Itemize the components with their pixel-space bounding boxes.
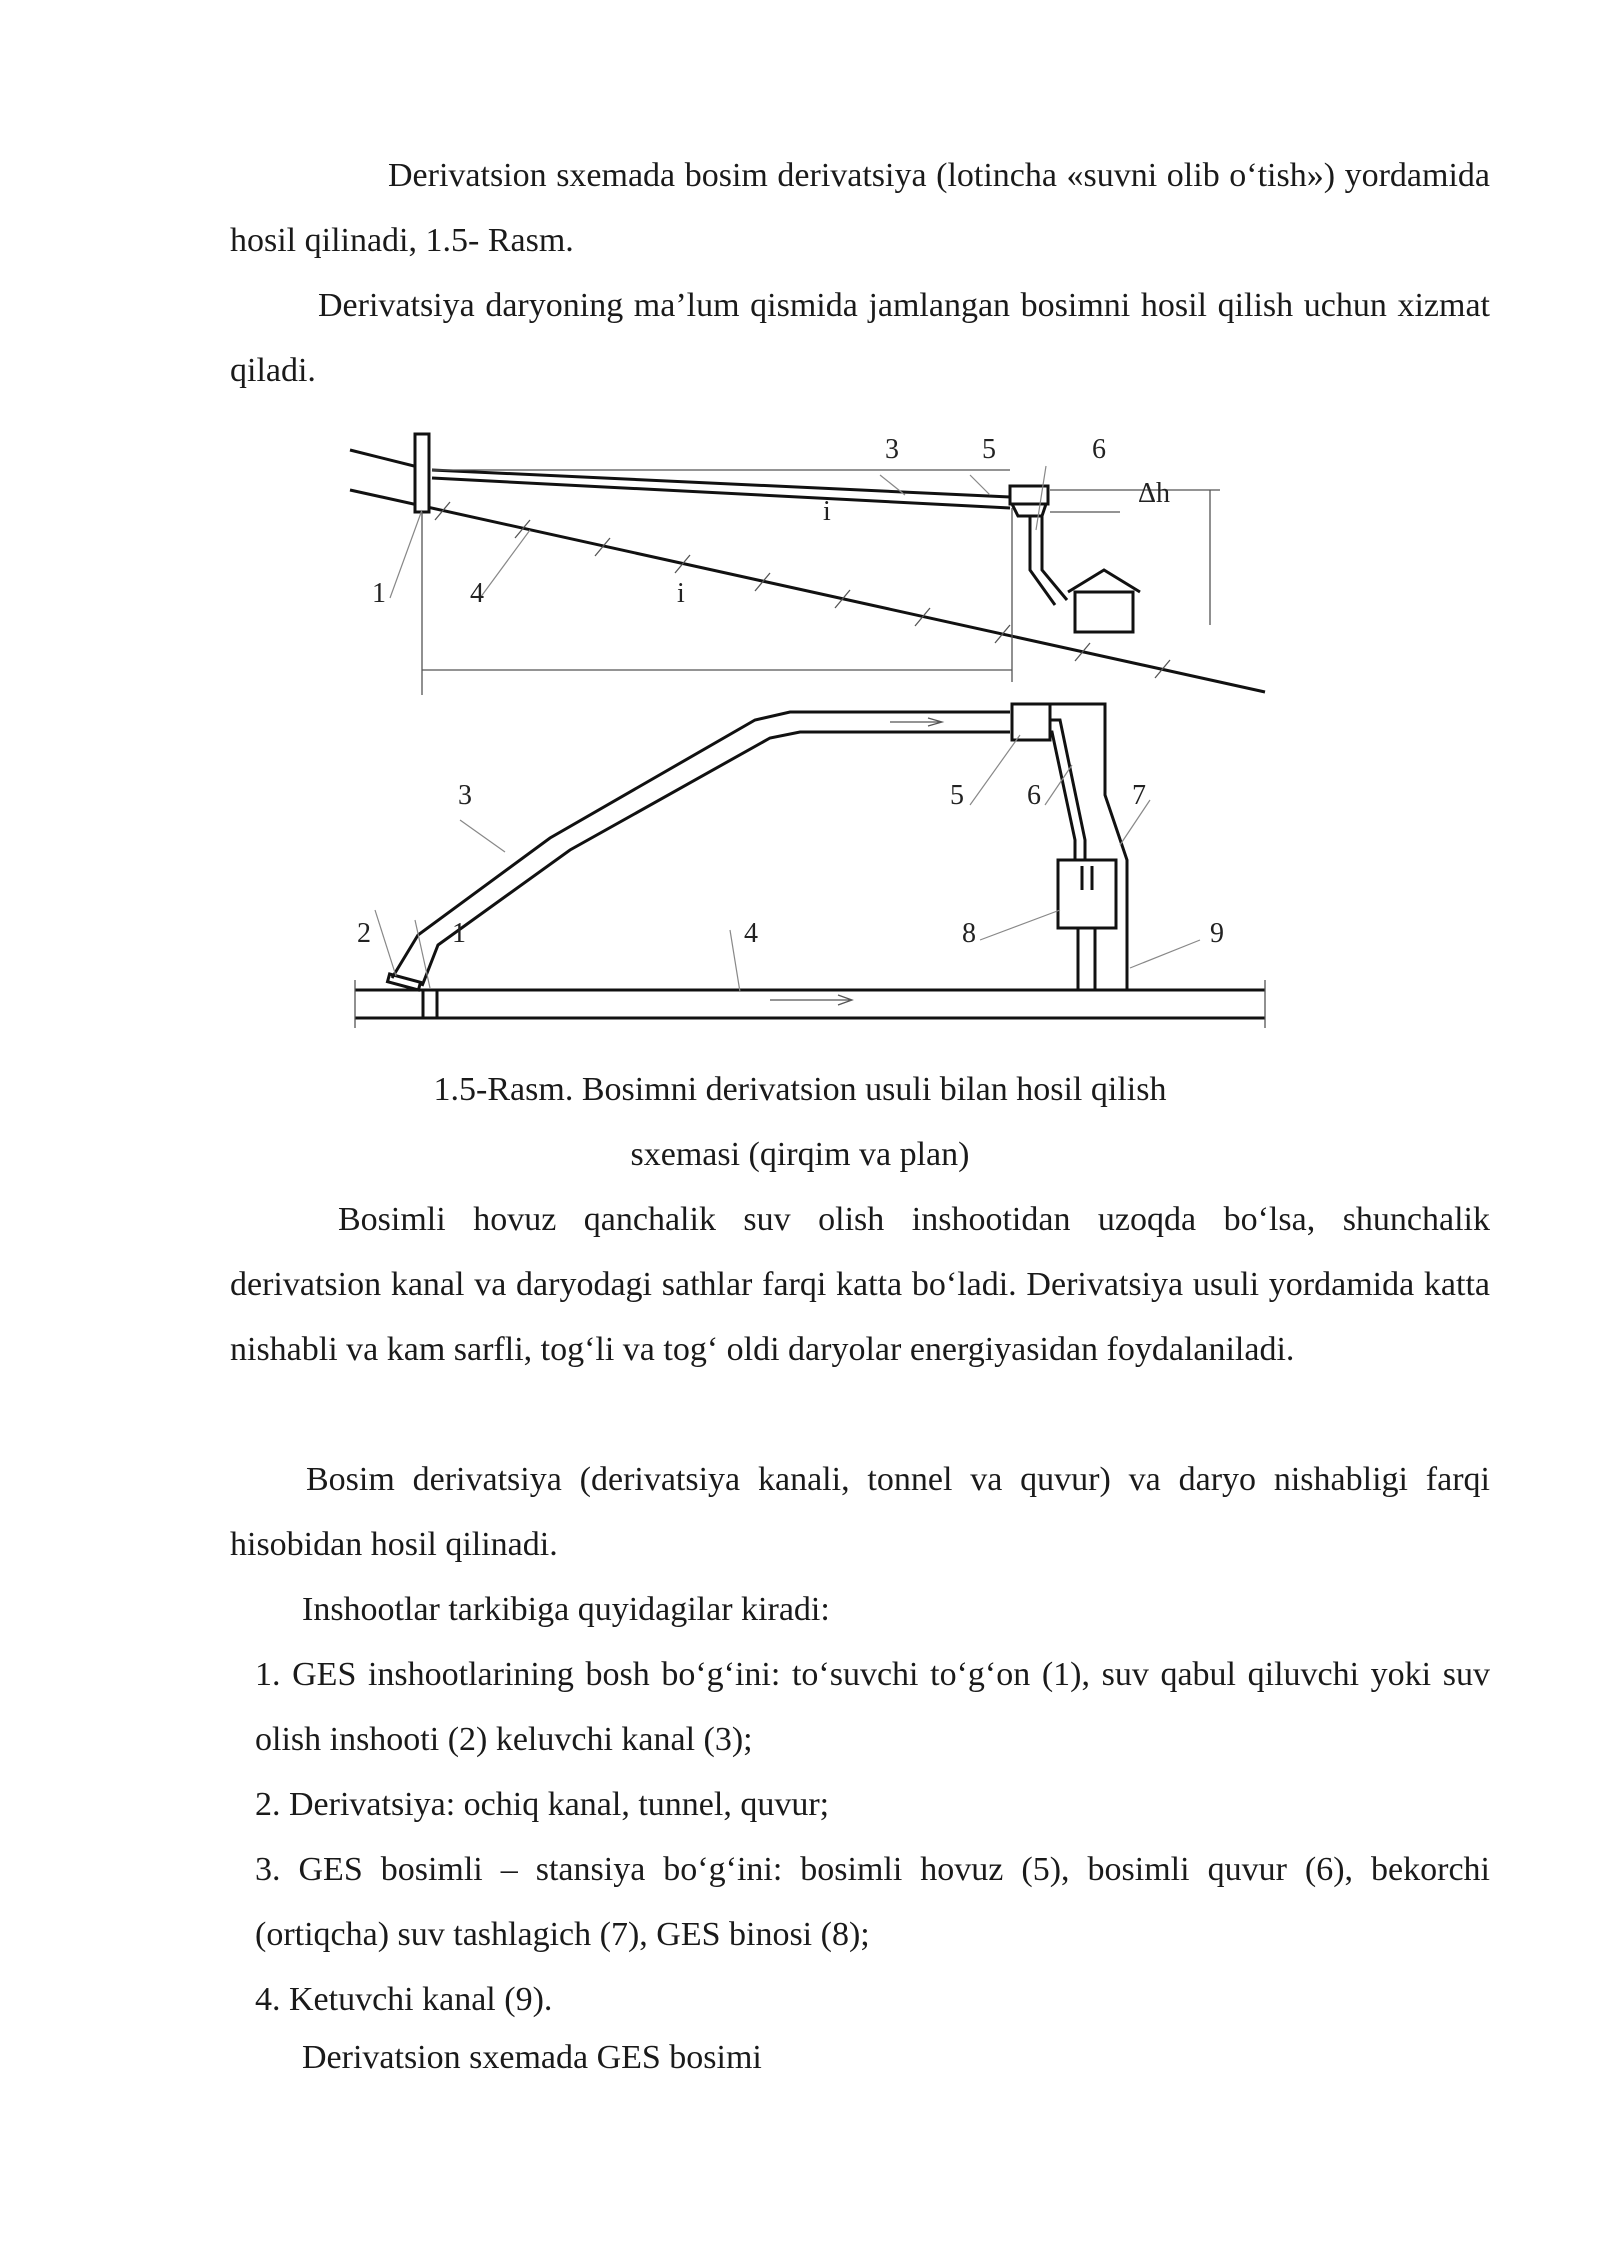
section-label-canal-slope: i <box>823 496 831 527</box>
plan-label-penstock: 6 <box>1027 780 1041 811</box>
section-label-penstock: 6 <box>1092 434 1106 465</box>
paragraph-forebay-distance: Bosimli hovuz qanchalik suv olish inshootidan uzoqda bo‘lsa, shunchalik derivatsion kanal va daryodagi sathlar farqi katta bo‘ladi. Derivatsiya usuli yordamida katta nishabli va kam sarfli, tog‘li va tog‘ oldi daryolar energiyasidan foydalaniladi. <box>230 1201 1490 1368</box>
plan-label-dam: 1 <box>452 918 466 949</box>
plan-label-powerhouse: 8 <box>962 918 976 949</box>
plan-label-forebay: 5 <box>950 780 964 811</box>
plan-label-intake: 2 <box>357 918 371 949</box>
section-label-river: 4 <box>470 578 484 609</box>
section-label-forebay: 5 <box>982 434 996 465</box>
list-item-tailrace: 4. Ketuvchi kanal (9). <box>255 1981 553 2018</box>
section-label-head-loss: Δh <box>1138 478 1171 509</box>
figure-caption-line1: 1.5-Rasm. Bosimni derivatsion usuli bilan hosil qilish <box>433 1071 1167 1108</box>
list-item-derivation: 2. Derivatsiya: ochiq kanal, tunnel, quvur; <box>255 1786 830 1823</box>
plan-view <box>355 704 1265 1028</box>
paragraph-derivation-purpose: Derivatsiya daryoning ma’lum qismida jamlangan bosimni hosil qilish uchun xizmat qiladi. <box>230 287 1490 389</box>
figure-caption-line2: sxemasi (qirqim va plan) <box>630 1136 970 1173</box>
plan-label-tailrace: 9 <box>1210 918 1224 949</box>
paragraph-intro: Derivatsion sxemada bosim derivatsiya (lotincha «suvni olib o‘tish») yordamida hosil qilinadi, 1.5- Rasm. <box>230 157 1490 259</box>
section-label-river-slope: i <box>677 578 685 609</box>
plan-label-river: 4 <box>744 918 758 949</box>
plan-label-canal: 3 <box>458 780 472 811</box>
section-label-canal: 3 <box>885 434 899 465</box>
section-view <box>350 434 1265 695</box>
derivation-scheme-figure <box>330 420 1290 1040</box>
list-item-station-node: 3. GES bosimli – stansiya bo‘g‘ini: bosimli hovuz (5), bosimli quvur (6), bekorchi (ortiqcha) suv tashlagich (7), GES binosi (8); <box>255 1851 1490 1953</box>
plan-label-spillway: 7 <box>1132 780 1146 811</box>
list-item-headworks: 1. GES inshootlarining bosh bo‘g‘ini: to‘suvchi to‘g‘on (1), suv qabul qiluvchi yoki suv olish inshooti (2) keluvchi kanal (3); <box>255 1656 1490 1758</box>
section-label-dam: 1 <box>372 578 386 609</box>
paragraph-head-source: Bosim derivatsiya (derivatsiya kanali, tonnel va quvur) va daryo nishabligi farqi hisobidan hosil qilinadi. <box>230 1461 1490 1563</box>
paragraph-structures-intro: Inshootlar tarkibiga quyidagilar kiradi: <box>302 1591 830 1628</box>
paragraph-final: Derivatsion sxemada GES bosimi <box>302 2039 762 2076</box>
